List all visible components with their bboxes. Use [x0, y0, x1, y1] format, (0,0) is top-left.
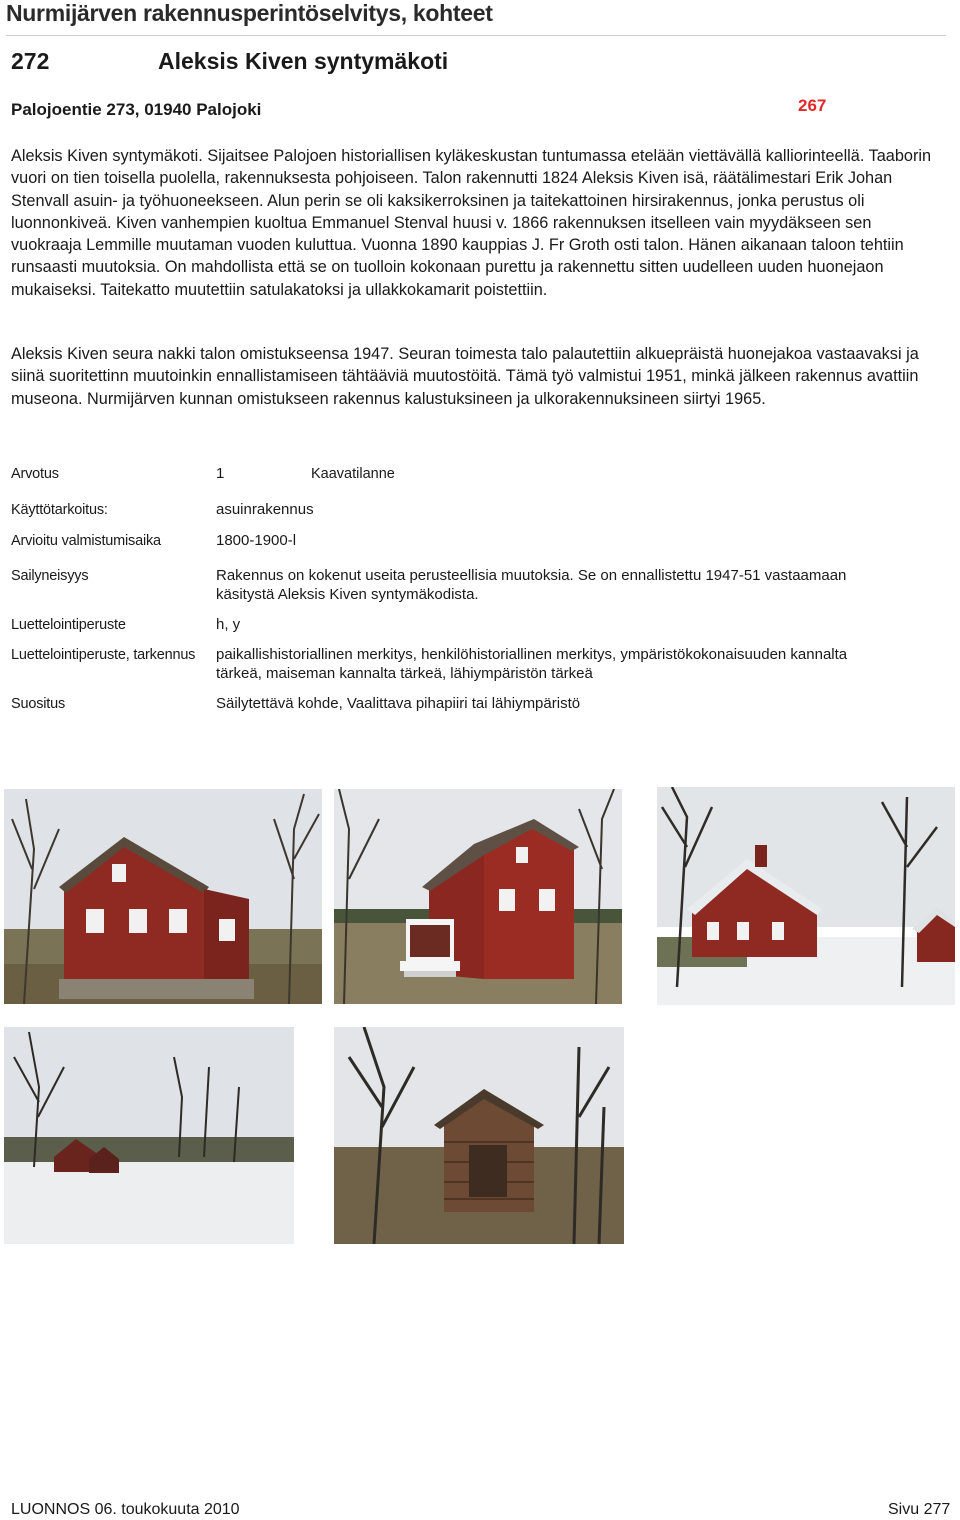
description-paragraph-2: Aleksis Kiven seura nakki talon omistukseensa 1947. Seuran toimesta talo palautettiin alkuepräistä huonejakoa vastaavaksi ja siinä suoritettinn muutoinkin ennallistamiseen tähtääviä muutostöitä. Tämä työ valmistui 1951, minkä jälkeen rakennus avattiin museona. Nurmijärven kunnan omistukseen rakennus kalustuksineen ja ulkorakennuksineen siirtyi 1965.: [11, 345, 919, 408]
footer-draft-date: LUONNOS 06. toukokuuta 2010: [11, 1501, 240, 1518]
valmistumisaika-value: 1800-1900-l: [216, 532, 297, 549]
suositus-label: Suositus: [11, 696, 66, 712]
tarkennus-value: paikallishistoriallinen merkitys, henkilöhistoriallinen merkitys, ympäristökokonaisuuden kannalta tärkeä, maiseman kannalta tärkeä, lähiympäristön tärkeä: [216, 646, 848, 682]
kaavatilanne-label: Kaavatilanne: [311, 466, 395, 482]
document-title: Nurmijärven rakennusperintöselvitys, kohteet: [6, 0, 493, 26]
object-name: Aleksis Kiven syntymäkoti: [158, 48, 449, 74]
sailyneisyys-label: Sailyneisyys: [11, 568, 89, 584]
footer-page-number: Sivu 277: [888, 1501, 951, 1518]
arvotus-value: 1: [216, 465, 225, 482]
photo-house-winter: [657, 787, 955, 1005]
photo-house-porch: [334, 789, 622, 1004]
photo-snowy-field: [4, 1027, 294, 1244]
photo-house-front: [4, 789, 322, 1004]
arvotus-label: Arvotus: [11, 466, 59, 482]
tarkennus-label: Luettelointiperuste, tarkennus: [11, 647, 196, 663]
valmistumisaika-label: Arvioitu valmistumisaika: [11, 533, 161, 549]
photo-log-storehouse: [334, 1027, 624, 1244]
suositus-value: Säilytettävä kohde, Vaalittava pihapiiri tai lähiympäristö: [216, 695, 581, 712]
object-address: Palojoentie 273, 01940 Palojoki: [11, 100, 262, 119]
kayttotarkoitus-label: Käyttötarkoitus:: [11, 502, 108, 518]
description-paragraph-1: Aleksis Kiven syntymäkoti. Sijaitsee Palojoen historiallisen kyläkeskustan tuntumassa etelään viettävällä kalliorinteellä. Taaborin vuori on tien toisella puolella, rakennuksesta pohjoiseen. Talon rakennutti 1824 Aleksis Kiven isä, räätälimestari Erik Johan Stenvall asuin- ja työhuoneekseen. Alun perin se oli kaksikerroksinen ja taitekattoinen hirsirakennus, jonka perustus oli luonnonkiveä. Kiven vanhempien kuoltua Emmanuel Stenval huusi v. 1866 rakennuksen itselleen vain myydäkseen sen vuokraaja Lemmille muutaman vuoden kuluttua. Vuonna 1890 kauppias J. Fr Groth osti talon. Hänen aikanaan taloon tehtiin runsaasti muutoksia. On mahdollista että se on tuolloin kokonaan purettu ja rakennettu sitten uudelleen uuden huonejaon mukaiseksi. Taitekatto muutettiin satulakatoksi ja ullakkokamarit poistettiin.: [11, 147, 932, 299]
luettelointiperuste-value: h, y: [216, 616, 241, 633]
luettelointiperuste-label: Luettelointiperuste: [11, 617, 126, 633]
kayttotarkoitus-value: asuinrakennus: [216, 501, 314, 518]
sailyneisyys-value: Rakennus on kokenut useita perusteellisia muutoksia. Se on ennallistettu 1947-51 vastaamaan käsitystä Aleksis Kiven syntymäkodista.: [216, 567, 847, 603]
reference-number: 267: [798, 96, 827, 115]
object-number: 272: [11, 48, 50, 74]
header-divider: [6, 35, 946, 36]
